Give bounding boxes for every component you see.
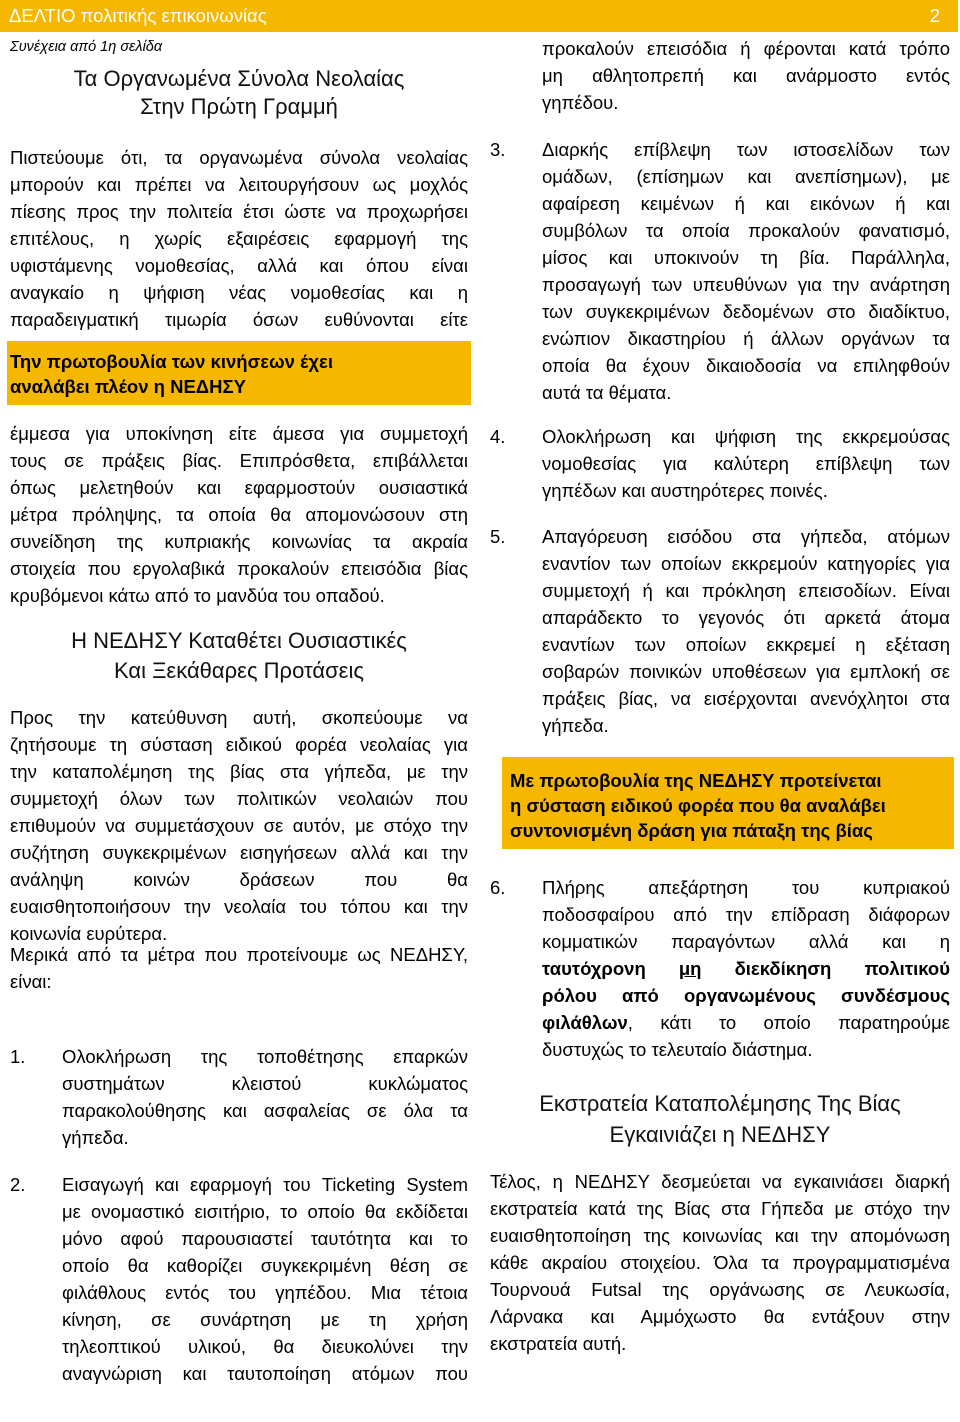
campaign-heading-line: Εκστρατεία Καταπολέμησης Της Βίας xyxy=(539,1091,901,1116)
measure-text xyxy=(542,523,950,739)
intro-paragraph xyxy=(10,144,468,333)
measure-text-line: Πλήρης απεξάρτηση του κυπριακού xyxy=(542,877,950,898)
measure-text-line: αφαίρεση κειμένων ή και εικόνων ή και xyxy=(542,193,950,214)
campaign-paragraph-line: εκστρατεία κατά της Βίας στα Γήπεδα με στόχο την xyxy=(490,1198,950,1219)
measure-text-line xyxy=(542,955,950,982)
intro-continued-paragraph-line: στοιχεία που εργολαβικά προκαλούν επεισόδια βίας xyxy=(10,558,468,579)
intro-paragraph-line: παραδειγματική τιμωρία όσων ευθύνονται είτε xyxy=(10,309,468,330)
callout-youth-body-text-line: συντονισμένη δράση για πάταξη της βίας xyxy=(510,820,873,841)
measure-text-line: με ονομαστικό εισιτήριο, το οποίο θα εκδίδεται xyxy=(62,1201,468,1222)
proposals-heading-line: Και Ξεκάθαρες Προτάσεις xyxy=(114,658,364,683)
measure-text-line: Διαρκής επίβλεψη των ιστοσελίδων των xyxy=(542,139,950,160)
measure-2-continued-text xyxy=(542,35,950,116)
measure-text xyxy=(542,423,950,504)
measure-text-line xyxy=(542,1009,950,1036)
measure-text-line: συμμετοχή ή και πρόκληση επεισοδίων. Είναι xyxy=(542,580,950,601)
measure-text xyxy=(542,874,950,1063)
measure-text-line: κίνηση, σε συνάρτηση με τη χρήση xyxy=(62,1309,468,1330)
measure-text-line: μίσος και υποκινούν τη βία. Παράλληλα, xyxy=(542,247,950,268)
measure-text-line: πράξεις βίας, να εισέρχονται ανενόχλητοι στα xyxy=(542,688,950,709)
proposals-paragraph-line: ευαισθητοποιήσουν την νεολαία του τόπου και την xyxy=(10,896,468,917)
measure-text-line: απαράδεκτο το γεγονός ότι αρκετά άτομα xyxy=(542,607,950,628)
measure-2-continued-text-line: μη αθλητοπρεπή και ανάρμοστο εντός xyxy=(542,65,950,86)
page-number: 2 xyxy=(929,5,940,26)
measure-text-line: συμβόλων τα οποία προκαλούν φανατισμό, xyxy=(542,220,950,241)
measure-text-line: προσαγωγή των υπευθύνων για την ανάρτηση xyxy=(542,274,950,295)
measure-text-line: γήπεδα. xyxy=(62,1127,129,1148)
intro-continued-paragraph-line: κρυβόμενοι κάτω από το μανδύα του οπαδού. xyxy=(10,585,385,606)
article-title-line: Στην Πρώτη Γραμμή xyxy=(140,94,338,119)
measure-text-line: ομάδων, (επίσημων και ανεπίσημων), με xyxy=(542,166,950,187)
measure-text xyxy=(542,136,950,406)
intro-continued-paragraph-line: συνείδηση της κυπριακής κοινωνίας τα ακραία xyxy=(10,531,468,552)
measure-text-line: Ολοκλήρωση και ψήφιση της εκκρεμούσας xyxy=(542,426,950,447)
measure-number: 5. xyxy=(490,526,506,547)
measure-text-line: νομοθεσίας για καλύτερη επίβλεψη των xyxy=(542,453,950,474)
intro-paragraph-line: αναγκαίο η ψήφιση νέας νομοθεσίας και η xyxy=(10,282,468,303)
measure-text-line: εναντίον των οποίων εκκρεμούν κατηγορίες για xyxy=(542,553,950,574)
intro-continued-paragraph-line: μέτρα πρόληψης, τα οποία θα απομονώσουν στη xyxy=(10,504,468,525)
measure-text-line: μόνο αφού παρουσιαστεί ταυτότητα και το xyxy=(62,1228,468,1249)
intro-continued-paragraph-line: έμμεσα για υποκίνηση είτε άμεσα για συμμετοχή xyxy=(10,423,468,444)
callout-youth-body-text xyxy=(510,768,954,843)
measure-text-line: ποδοσφαίρου από την επίδραση διάφορων xyxy=(542,904,950,925)
measure-text-line: συστημάτων κλειστού κυκλώματος xyxy=(62,1073,468,1094)
measure-2-continued-text-line: προκαλούν επεισόδια ή φέρονται κατά τρόπο xyxy=(542,38,950,59)
proposals-heading xyxy=(10,626,468,686)
measure-number: 1. xyxy=(10,1046,26,1067)
measure-number: 2. xyxy=(10,1174,26,1195)
measure-text-line: παρακολούθησης και ασφαλείας σε όλα τα xyxy=(62,1100,468,1121)
article-title-line: Τα Οργανωμένα Σύνολα Νεολαίας xyxy=(73,66,405,91)
campaign-paragraph-line: κάθε ακραίου στοιχείου. Όλα τα προγραμματισμένα xyxy=(490,1252,950,1273)
bold-emphasis-text: διεκδίκηση πολιτικού xyxy=(701,958,950,979)
measure-text-line: κομματικών παραγόντων αλλά και η xyxy=(542,931,950,952)
campaign-paragraph-line: Λάρνακα και Αμμόχωστο θα εντάξουν στην xyxy=(490,1306,950,1327)
measure-number: 6. xyxy=(490,877,506,898)
measures-intro xyxy=(10,941,468,995)
intro-paragraph-line: πίεσης προς την πολιτεία έτσι ώστε να προχωρήσει xyxy=(10,201,468,222)
measure-text xyxy=(62,1171,468,1387)
campaign-heading-line: Εγκαινιάζει η ΝΕΔΗΣΥ xyxy=(609,1122,831,1147)
measures-intro-line: είναι: xyxy=(10,971,52,992)
measure-text-line: τηλεοπτικού υλικού, θα διευκολύνει την xyxy=(62,1336,468,1357)
callout-initiative xyxy=(7,341,471,405)
measure-text-line: αυτά τα θέματα. xyxy=(542,382,672,403)
intro-paragraph-line: Πιστεύουμε ότι, τα οργανωμένα σύνολα νεολαίας xyxy=(10,147,468,168)
measure-text-line: δυστυχώς το τελευταίο διάστημα. xyxy=(542,1039,813,1060)
proposals-paragraph-line: ζητήσουμε τη σύσταση ειδικού φορέα νεολαίας για xyxy=(10,734,468,755)
newsletter-title: ΔΕΛΤΙΟ πολιτικής επικοινωνίας xyxy=(9,5,267,26)
proposals-paragraph-line: συζήτηση συγκεκριμένων εισηγήσεων αλλά και την xyxy=(10,842,468,863)
measure-text-line: Ολοκλήρωση της τοποθέτησης επαρκών xyxy=(62,1046,468,1067)
measure-number: 4. xyxy=(490,426,506,447)
intro-continued-paragraph-line: τους σε πράξεις βίας. Επιπρόσθετα, επιβάλλεται xyxy=(10,450,468,471)
measure-text-line: ενώπιον δικαστηρίου ή άλλων οργάνων τα xyxy=(542,328,950,349)
intro-continued-paragraph xyxy=(10,420,468,609)
measures-intro-line: Μερικά από τα μέτρα που προτείνουμε ως ΝΕΔΗΣΥ, xyxy=(10,944,468,965)
intro-paragraph-line: επιτέλους, η χωρίς εξαιρέσεις εφαρμογή της xyxy=(10,228,468,249)
campaign-paragraph xyxy=(490,1168,950,1357)
measure-text-line: οποίο θα καθορίζει συγκεκριμένη θέση σε xyxy=(62,1255,468,1276)
proposals-paragraph-line: Προς την κατεύθυνση αυτή, σκοπεύουμε να xyxy=(10,707,468,728)
intro-continued-paragraph-line: όπως μελετηθούν και εφαρμοστούν ουσιαστικά xyxy=(10,477,468,498)
campaign-paragraph-line: Τέλος, η ΝΕΔΗΣΥ δεσμεύεται να εγκαινιάσει διαρκή xyxy=(490,1171,950,1192)
measure-text-line: Απαγόρευση εισόδου στα γήπεδα, ατόμων xyxy=(542,526,950,547)
proposals-paragraph-line: συμμετοχή όλων των πολιτικών νεολαιών που xyxy=(10,788,468,809)
proposals-heading-line: Η ΝΕΔΗΣΥ Καταθέτει Ουσιαστικές xyxy=(71,628,407,653)
newsletter-header xyxy=(0,0,958,32)
callout-youth-body-text-line: Με πρωτοβουλία της ΝΕΔΗΣΥ προτείνεται xyxy=(510,770,882,791)
measure-text-line: γηπέδων και αυστηρότερες ποινές. xyxy=(542,480,828,501)
measure-text xyxy=(62,1043,468,1151)
callout-initiative-text xyxy=(10,349,471,399)
bold-emphasis-text: φιλάθλων xyxy=(542,1012,628,1033)
measure-text-line: οποία θα έχουν δικαιοδοσία να επιληφθούν xyxy=(542,355,950,376)
proposals-paragraph-line: κοινωνία ευρύτερα. xyxy=(10,923,168,944)
intro-paragraph-line: μπορούν και πρέπει να λειτουργήσουν ως μοχλός xyxy=(10,174,468,195)
intro-paragraph-line: υφιστάμενης νομοθεσίας, αλλά και όπου είναι xyxy=(10,255,468,276)
proposals-paragraph-line: την καταπολέμηση της βίας στα γήπεδα, με την xyxy=(10,761,468,782)
article-title xyxy=(10,65,468,121)
measure-text-line: αναγνώριση και ταυτοποίηση ατόμων που xyxy=(62,1363,468,1384)
callout-initiative-text-line: Την πρωτοβουλία των κινήσεων έχει xyxy=(10,351,333,372)
underlined-emphasis-text: μη xyxy=(678,958,702,979)
measure-text-line: γήπεδα. xyxy=(542,715,609,736)
bold-emphasis-text: ταυτόχρονη xyxy=(542,958,679,979)
plain-text: , κάτι το οποίο παρατηρούμε xyxy=(627,1012,950,1033)
measure-text-line: φιλάθλους εντός του γηπέδου. Μια τέτοια xyxy=(62,1282,468,1303)
campaign-heading xyxy=(490,1088,950,1150)
measure-text-line: εναντίων των οποίων εκκρεμεί η εξέταση xyxy=(542,634,950,655)
callout-youth-body xyxy=(502,757,954,849)
measure-text-line: σοβαρών ποινικών υποθέσεων για εμπλοκή σε xyxy=(542,661,950,682)
campaign-paragraph-line: Τουρνουά Futsal της οργάνωσης σε Λευκωσία, xyxy=(490,1279,950,1300)
measure-text-line xyxy=(542,982,950,1009)
measure-2-continued-text-line: γηπέδου. xyxy=(542,92,619,113)
callout-youth-body-text-line: η σύσταση ειδικού φορέα που θα αναλάβει xyxy=(510,795,886,816)
continued-from-note: Συνέχεια από 1η σελίδα xyxy=(10,39,163,55)
proposals-paragraph-line: επιθυμούν να συμμετάσχουν σε αυτόν, με στόχο την xyxy=(10,815,468,836)
bold-emphasis-text: ρόλου από οργανωμένους συνδέσμους xyxy=(542,985,950,1006)
measure-text-line: Εισαγωγή και εφαρμογή του Ticketing System xyxy=(62,1174,468,1195)
measure-text-line: των συγκεκριμένων δεδομένων στο διαδίκτυο, xyxy=(542,301,950,322)
campaign-paragraph-line: ευαισθητοποίηση της κοινωνίας και την απομόνωση xyxy=(490,1225,950,1246)
measure-number: 3. xyxy=(490,139,506,160)
proposals-paragraph-line: ανάληψη κοινών δράσεων που θα xyxy=(10,869,468,890)
callout-initiative-text-line: αναλάβει πλέον η ΝΕΔΗΣΥ xyxy=(10,376,246,397)
campaign-paragraph-line: εκστρατεία αυτή. xyxy=(490,1333,627,1354)
proposals-paragraph xyxy=(10,704,468,947)
